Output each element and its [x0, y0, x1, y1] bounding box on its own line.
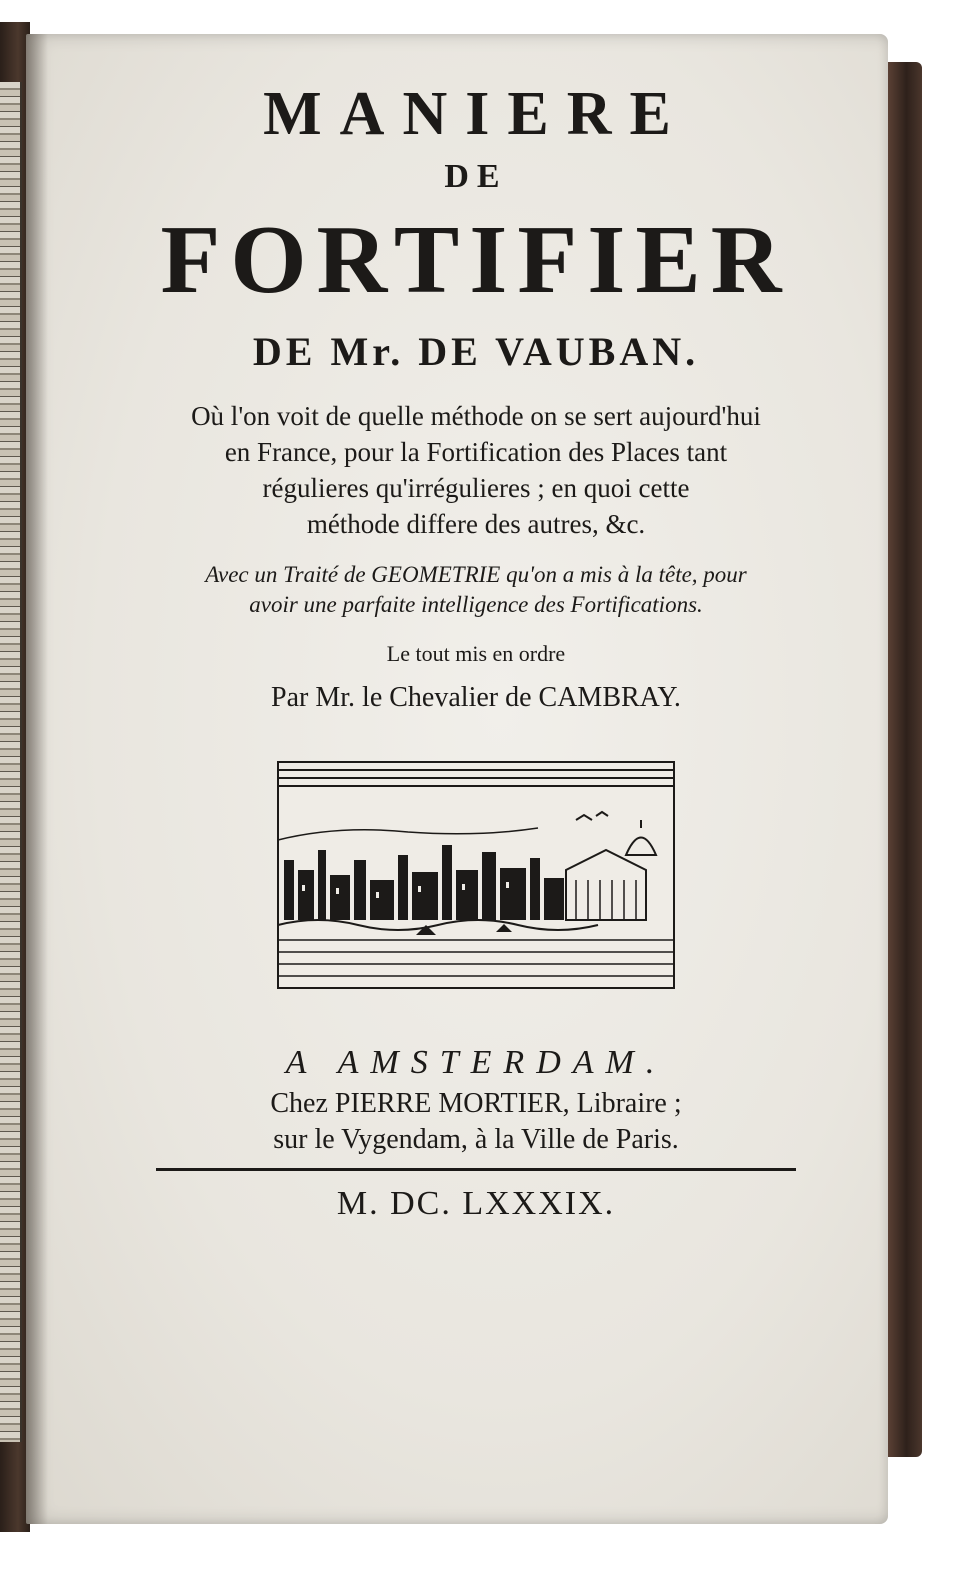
subtitle-line: méthode differe des autres, &c. — [306, 509, 646, 539]
title-line-author: DE Mr. DE VAUBAN. — [252, 329, 700, 374]
title-line-de: DE — [444, 158, 508, 195]
subtitle-line: en France, pour la Fortification des Places tant — [224, 437, 728, 467]
italic-note-line: avoir une parfaite intelligence des Fortifications. — [249, 592, 703, 617]
frontispiece-edge — [0, 82, 22, 1442]
imprint-address: sur le Vygendam, à la Ville de Paris. — [273, 1124, 679, 1155]
editor-line: Par Mr. le Chevalier de CAMBRAY. — [271, 682, 681, 713]
subtitle-line: Où l'on voit de quelle méthode on se sert aujourd'hui — [191, 401, 761, 431]
imprint-publisher: Chez PIERRE MORTIER, Libraire ; — [270, 1088, 682, 1119]
imprint-place: A AMSTERDAM. — [285, 1044, 667, 1081]
title-line-fortifier: FORTIFIER — [160, 206, 792, 314]
geometry-note — [86, 560, 866, 620]
subtitle-line: régulieres qu'irrégulieres ; en quoi cette — [262, 473, 690, 503]
imprint-date: M. DC. LXXXIX. — [336, 1185, 616, 1222]
imprint-rule — [156, 1168, 796, 1171]
title-line-maniere: MANIERE — [263, 80, 689, 148]
cityscape-woodcut-icon — [276, 760, 676, 990]
book — [0, 22, 930, 1532]
title-page — [26, 34, 888, 1524]
subtitle-block — [86, 398, 866, 542]
ordre-line: Le tout mis en ordre — [386, 641, 566, 666]
title-page-content — [86, 74, 866, 1227]
italic-note-line: Avec un Traité de GEOMETRIE qu'on a mis à la tête, pour — [205, 562, 747, 587]
page-gutter-shadow — [26, 34, 48, 1524]
